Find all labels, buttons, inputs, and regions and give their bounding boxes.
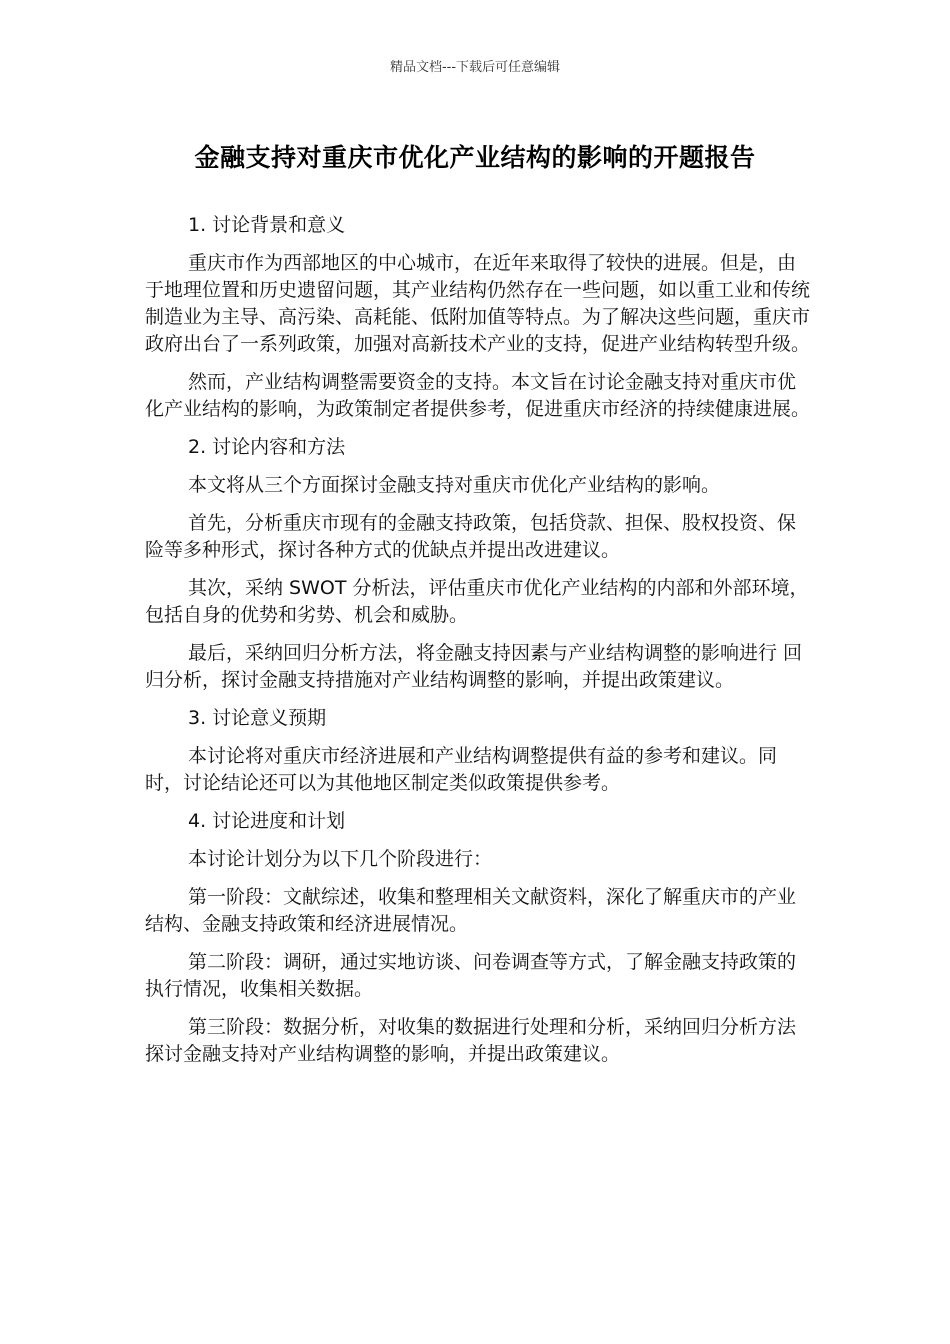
paragraph: 本文将从三个方面探讨金融支持对重庆市优化产业结构的影响。 xyxy=(188,474,721,496)
paragraph: 重庆市作为西部地区的中心城市，在近年来取得了较快的进展。但是，由于地理位置和历史遗留问题，其产业结构仍然存在一些问题，如以重工业和传统制造业为主导、高污染、高耗能、低附加值等特点。为了解决这些问题，重庆市政府出台了一系列政策，加强对高新技术产业的支持，促进产业结构转型升级。 xyxy=(145,252,811,355)
section-heading-content: 2. 讨论内容和方法 xyxy=(188,436,346,458)
paragraph: 第一阶段：文献综述，收集和整理相关文献资料，深化了解重庆市的产业结构、金融支持政策和经济进展情况。 xyxy=(145,886,797,935)
header-note: 精品文档---下载后可任意编辑 xyxy=(389,60,561,75)
paragraph: 最后，采纳回归分析方法，将金融支持因素与产业结构调整的影响进行 回归分析，探讨金融支持措施对产业结构调整的影响，并提出政策建议。 xyxy=(145,642,803,691)
paragraph: 其次，采纳 SWOT 分析法，评估重庆市优化产业结构的内部和外部环境，包括自身的优势和劣势、机会和威胁。 xyxy=(145,577,809,626)
document-title: 金融支持对重庆市优化产业结构的影响的开题报告 xyxy=(194,143,756,172)
paragraph: 首先，分析重庆市现有的金融支持政策，包括贷款、担保、股权投资、保险等多种形式，探讨各种方式的优缺点并提出改进建议。 xyxy=(145,512,797,561)
paragraph: 第二阶段：调研，通过实地访谈、问卷调查等方式，了解金融支持政策的执行情况，收集相关数据。 xyxy=(145,951,797,1000)
paragraph: 本讨论将对重庆市经济进展和产业结构调整提供有益的参考和建议。同时，讨论结论还可以为其他地区制定类似政策提供参考。 xyxy=(145,745,778,794)
section-heading-schedule: 4. 讨论进度和计划 xyxy=(188,810,346,832)
paragraph: 然而，产业结构调整需要资金的支持。本文旨在讨论金融支持对重庆市优化产业结构的影响，为政策制定者提供参考，促进重庆市经济的持续健康进展。 xyxy=(145,371,811,420)
paragraph: 本讨论计划分为以下几个阶段进行： xyxy=(188,848,493,870)
section-heading-significance: 3. 讨论意义预期 xyxy=(188,707,327,729)
paragraph: 第三阶段：数据分析，对收集的数据进行处理和分析，采纳回归分析方法探讨金融支持对产业结构调整的影响，并提出政策建议。 xyxy=(145,1016,797,1065)
document-body xyxy=(145,212,810,1079)
section-heading-background: 1. 讨论背景和意义 xyxy=(188,214,346,236)
